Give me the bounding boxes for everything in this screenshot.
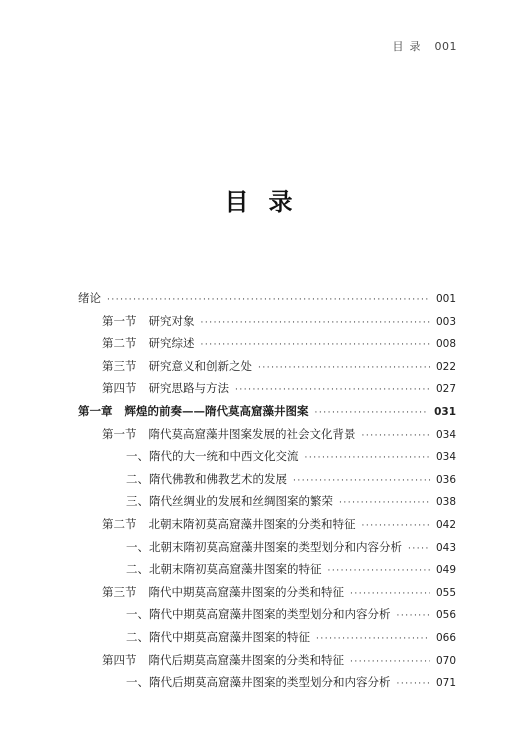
- toc-entry-title: [126, 445, 299, 468]
- toc-entry-label: 第三节: [102, 358, 137, 373]
- toc-entry-label: 二、: [126, 471, 149, 486]
- dot-leader: [258, 357, 430, 380]
- dot-leader: [107, 289, 430, 312]
- toc-page-number: 055: [435, 586, 456, 599]
- toc-entry[interactable]: [78, 355, 456, 378]
- toc-entry-title: [102, 423, 356, 446]
- toc-entry-text: 隋代的大一统和中西文化交流: [149, 449, 299, 464]
- toc-entry-title: [102, 355, 252, 378]
- toc-entry-text: 研究意义和创新之处: [148, 358, 252, 373]
- toc-entry-title: [102, 377, 229, 400]
- toc-entry-label: 绪论: [78, 291, 101, 305]
- toc-entry-label: 第二节: [102, 336, 137, 351]
- running-header: [393, 38, 458, 54]
- toc-entry[interactable]: [78, 513, 456, 536]
- dot-leader: [293, 470, 430, 493]
- toc-entry-title: [102, 513, 356, 536]
- dot-leader: [362, 515, 430, 538]
- toc-entry-text: 隋代中期莫高窟藻井图案的分类和特征: [148, 584, 344, 599]
- dot-leader: [201, 334, 430, 357]
- toc-entry-text: 隋代后期莫高窟藻井图案的类型划分和内容分析: [149, 675, 391, 690]
- toc-entry-text: 隋代莫高窟藻井图案发展的社会文化背景: [148, 426, 356, 441]
- toc-entry-title: [126, 468, 287, 491]
- toc-page-number: 049: [435, 564, 456, 577]
- toc-page-number: 034: [435, 428, 456, 441]
- toc-entry-title: [126, 626, 310, 649]
- toc-entry-text: 研究思路与方法: [148, 381, 229, 396]
- toc-entry-label: 一、: [126, 539, 149, 554]
- dot-leader: [201, 312, 430, 335]
- toc-entry-title: [126, 490, 333, 513]
- dot-leader: [339, 492, 430, 515]
- toc-entry-text: 研究综述: [148, 336, 195, 351]
- toc-entry-label: 第二节: [102, 516, 137, 531]
- toc-page-number: 038: [435, 496, 456, 509]
- toc-entry-title: [126, 536, 402, 559]
- toc-page-number: 070: [435, 654, 456, 667]
- toc-entry-label: 二、: [126, 629, 149, 644]
- toc-entry-title: [102, 310, 195, 333]
- toc-entry-label: 三、: [126, 494, 149, 509]
- toc-entry-label: 一、: [126, 449, 149, 464]
- toc-page-number: 008: [435, 338, 456, 351]
- dot-leader: [235, 379, 430, 402]
- toc-entry-title: [78, 287, 101, 310]
- toc-page-number: 056: [435, 609, 456, 622]
- dot-leader: [408, 538, 430, 561]
- toc-entry-label: 第四节: [102, 381, 137, 396]
- toc-entry-title: [102, 332, 195, 355]
- toc-entry[interactable]: [78, 377, 456, 400]
- toc-entry-text: 研究对象: [148, 313, 195, 328]
- dot-leader: [362, 425, 430, 448]
- toc-entry[interactable]: [78, 603, 456, 626]
- toc-entry[interactable]: [78, 649, 456, 672]
- dot-leader: [305, 447, 430, 470]
- toc-entry-label: 第一节: [102, 313, 137, 328]
- toc-entry-text: 隋代佛教和佛教艺术的发展: [149, 471, 287, 486]
- toc-entry[interactable]: [78, 423, 456, 446]
- toc-entry-title: [102, 649, 344, 672]
- toc-entry-title: [126, 603, 391, 626]
- header-section-title: 目录: [392, 40, 427, 53]
- dot-leader: [397, 605, 430, 628]
- dot-leader: [397, 673, 430, 696]
- toc-entry-text: 隋代中期莫高窟藻井图案的类型划分和内容分析: [149, 607, 391, 622]
- toc-page-number: 043: [435, 541, 456, 554]
- toc-entry[interactable]: [78, 490, 456, 513]
- toc-page-number: 027: [435, 383, 456, 396]
- dot-leader: [350, 583, 430, 606]
- toc-page-number: 031: [434, 405, 456, 418]
- toc-entry[interactable]: [78, 558, 456, 581]
- dot-leader: [328, 560, 430, 583]
- toc-entry[interactable]: [78, 445, 456, 468]
- toc-page-number: 066: [435, 631, 456, 644]
- toc-entry-label: 二、: [126, 562, 149, 577]
- toc-entry-label: 第一章: [78, 403, 113, 418]
- toc-page-number: 042: [435, 518, 456, 531]
- toc-entry[interactable]: [78, 536, 456, 559]
- toc-entry-title: [126, 558, 322, 581]
- toc-entry-text: 隋代后期莫高窟藻井图案的分类和特征: [148, 652, 344, 667]
- toc-entry[interactable]: [78, 287, 456, 310]
- toc-entry-label: 一、: [126, 675, 149, 690]
- toc-entry-label: 第三节: [102, 584, 137, 599]
- dot-leader: [316, 628, 430, 651]
- toc-entry-text: 隋代丝绸业的发展和丝绸图案的繁荣: [149, 494, 333, 509]
- toc-page-number: 036: [435, 473, 456, 486]
- toc-entry-text: 北朝末隋初莫高窟藻井图案的类型划分和内容分析: [149, 539, 402, 554]
- toc-entry[interactable]: [78, 671, 456, 694]
- toc-entry-text: 辉煌的前奏——隋代莫高窟藻井图案: [124, 403, 309, 418]
- toc-entry-label: 第一节: [102, 426, 137, 441]
- toc-page-number: 022: [435, 360, 456, 373]
- toc-entry-text: 北朝末隋初莫高窟藻井图案的特征: [149, 562, 322, 577]
- table-of-contents: [78, 287, 456, 694]
- toc-entry-title: [102, 581, 344, 604]
- page-title: 目录: [224, 187, 313, 216]
- dot-leader: [350, 651, 430, 674]
- toc-entry[interactable]: [78, 468, 456, 491]
- toc-page-number: 071: [435, 677, 456, 690]
- toc-entry[interactable]: [78, 400, 456, 423]
- toc-entry[interactable]: [78, 626, 456, 649]
- toc-page-number: 001: [435, 293, 456, 305]
- toc-entry[interactable]: [78, 581, 456, 604]
- toc-entry-text: 北朝末隋初莫高窟藻井图案的分类和特征: [148, 516, 356, 531]
- dot-leader: [315, 402, 429, 425]
- toc-entry-title: [78, 400, 309, 423]
- toc-entry-title: [126, 671, 391, 694]
- toc-page-number: 003: [435, 315, 456, 328]
- toc-entry-label: 一、: [126, 607, 149, 622]
- toc-page-number: 034: [435, 451, 456, 464]
- header-page-number: 001: [434, 39, 457, 53]
- toc-entry[interactable]: [78, 332, 456, 355]
- toc-entry-text: 隋代中期莫高窟藻井图案的特征: [149, 629, 310, 644]
- toc-entry-label: 第四节: [102, 652, 137, 667]
- toc-entry[interactable]: [78, 310, 456, 333]
